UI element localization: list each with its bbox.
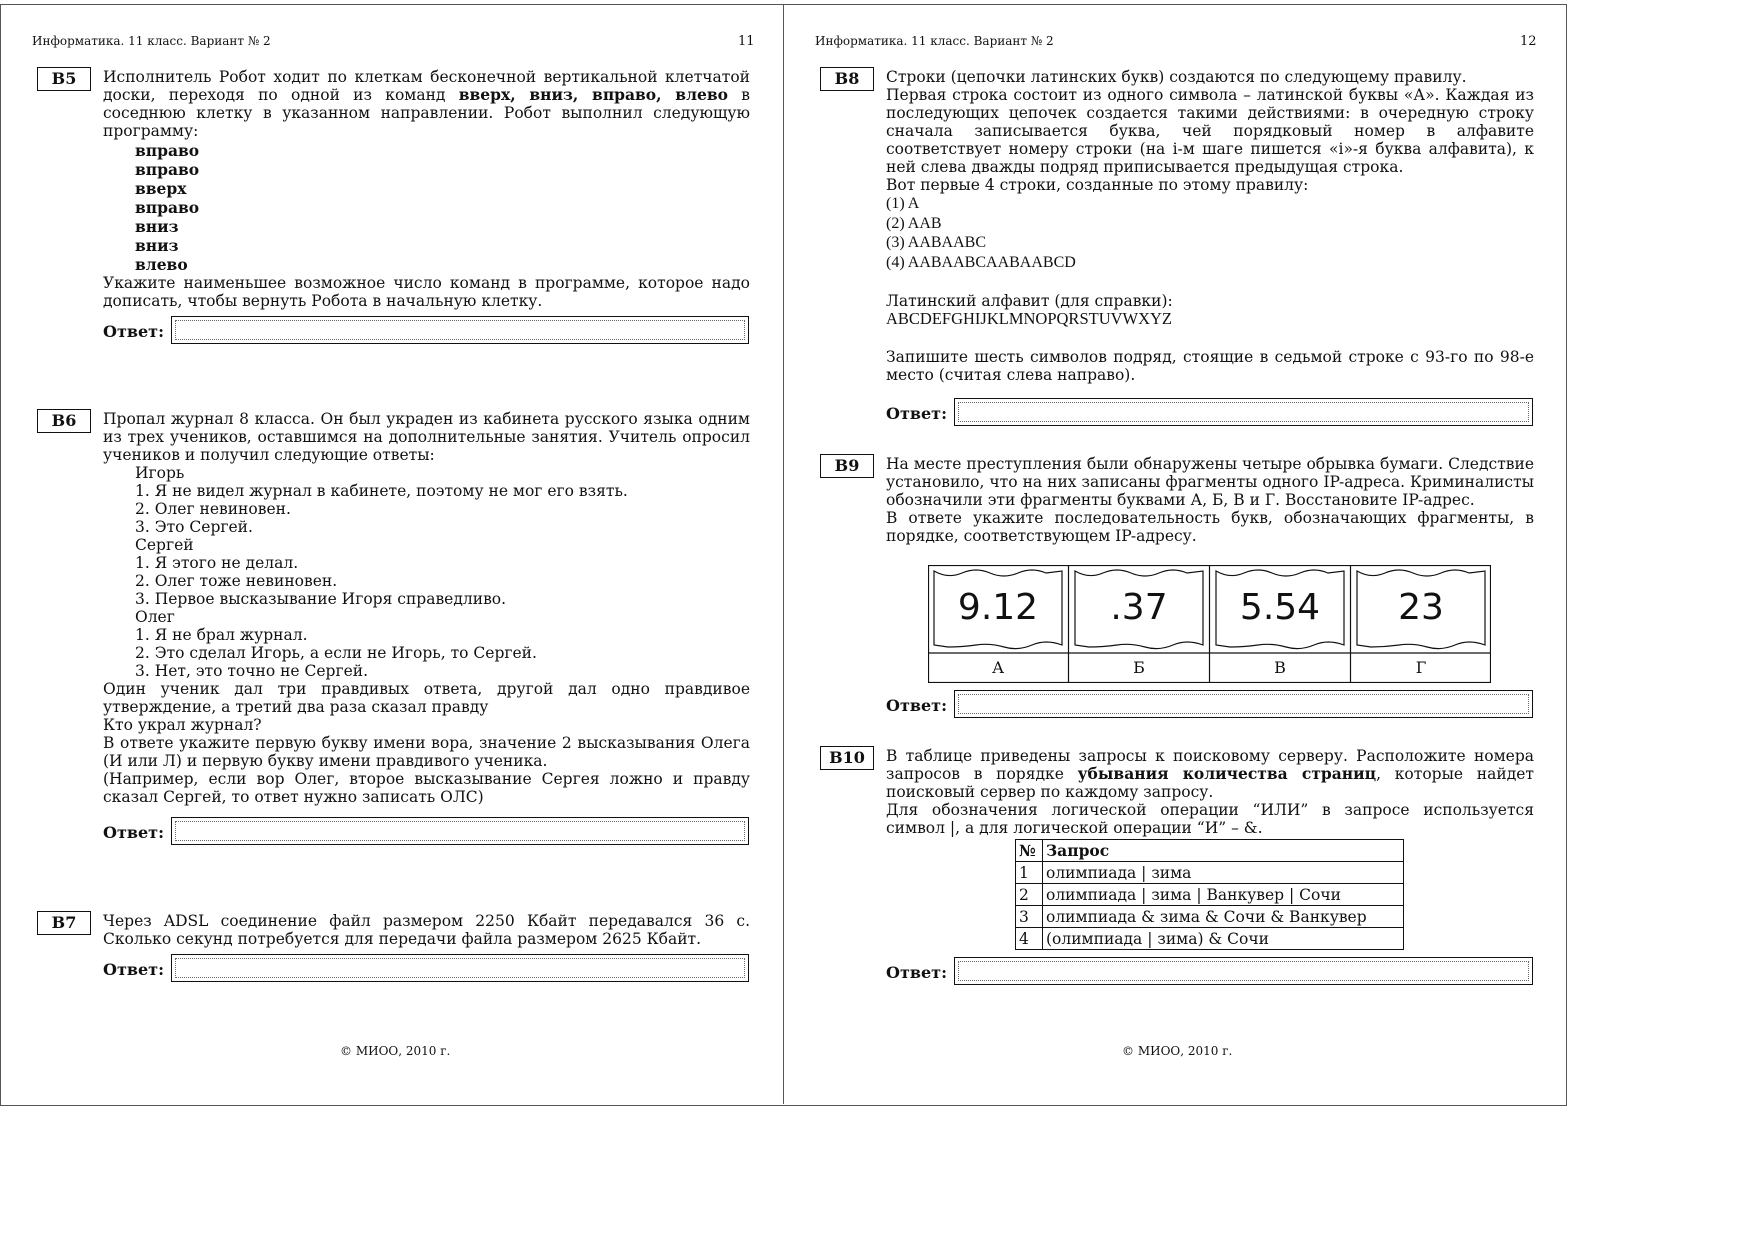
answer-label: Ответ:: [886, 963, 947, 982]
task-b10-text: В таблице приведены запросы к поисковому серверу. Расположите номера запросов в порядке убывания количества страниц, которые найдет поисковый сервер по каждому запросу. Для обозначения логической операции “ИЛИ” в запросе используется символ |, а для логической операции “И” – &.: [886, 747, 1534, 837]
fragment-v-letter: В: [1274, 658, 1286, 677]
answer-field-b7[interactable]: [171, 954, 749, 982]
string-rows: (1) A (2) AAB (3) AABAABC (4) AABAABCAABAABCD: [886, 195, 1076, 271]
answer-label: Ответ:: [886, 404, 947, 423]
answer-field-b8[interactable]: [954, 398, 1533, 426]
answer-label: Ответ:: [103, 960, 164, 979]
page-header: Информатика. 11 класс. Вариант № 2: [32, 34, 271, 48]
task-b8-text: Строки (цепочки латинских букв) создаются по следующему правилу. Первая строка состоит из одного символа – латинской буквы «А». Каждая из последующих цепочек создается такими действиями: в очередную строку сначала записывается буква, чей порядковый номер в алфавите соответствует номеру строки (на i-м шаге пишется «i»-я буква алфавита), к ней слева дважды подряд приписывается предыдущая строка. Вот первые 4 строки, созданные по этому правилу: (1) A (2) AAB (3) AABAABC (4) AABAABCAABAABCD Латинский алфавит (для справки): ABCDEFGHIJKLMNOPQRSTUVWXYZ Запишите шесть символов подряд, стоящие в седьмой строке с 93-го по 98-е место (считая слева направо).: [886, 68, 1534, 384]
task-tag-b10: B10: [820, 746, 874, 770]
testimony-list: Игорь 1. Я не видел журнал в кабинете, поэтому не мог его взять. 2. Олег невиновен. 3. Это Сергей. Сергей 1. Я этого не делал. 2. Олег тоже невиновен. 3. Первое высказывание Игоря справедливо. Олег 1. Я не брал журнал. 2. Это сделал Игорь, а если не Игорь, то Сергей. 3. Нет, это точно не Сергей.: [135, 464, 628, 680]
task-b9-text: На месте преступления были обнаружены четыре обрывка бумаги. Следствие установило, что на них записаны фрагменты одного IP-адреса. Криминалисты обозначили эти фрагменты буквами А, Б, В и Г. Восстановите IP-адрес. В ответе укажите последовательность букв, обозначающих фрагменты, в порядке, соответствующем IP-адресу.: [886, 455, 1534, 545]
page-footer: © МИОО, 2010 г.: [340, 1044, 451, 1058]
fragment-a-letter: А: [991, 658, 1005, 677]
task-tag-b9: B9: [820, 454, 874, 478]
answer-field-b6[interactable]: [171, 817, 749, 845]
fragment-g-value: 23: [1398, 587, 1444, 628]
table-row: 3 олимпиада & зима & Сочи & Ванкувер: [1016, 906, 1404, 928]
answer-field-b5[interactable]: [171, 316, 749, 344]
command-list: вправо вправо вверх вправо вниз вниз влево: [135, 141, 200, 274]
task-b5-text: Исполнитель Робот ходит по клеткам бесконечной вертикальной клетчатой доски, переходя по одной из команд вверх, вниз, вправо, влево в соседнюю клетку в указанном направлении. Робот выполнил следующую программу: вправо вправо вверх вправо вниз вниз влево Укажите наименьшее возможное число команд в программе, которое надо дописать, чтобы вернуть Робота в начальную клетку.: [103, 68, 751, 310]
task-tag-b6: B6: [37, 409, 91, 433]
table-row: 2 олимпиада | зима | Ванкувер | Сочи: [1016, 884, 1404, 906]
page-footer: © МИОО, 2010 г.: [1122, 1044, 1233, 1058]
right-page: [784, 0, 1568, 1108]
left-page: [0, 0, 783, 1108]
answer-label: Ответ:: [886, 696, 947, 715]
ip-fragments-table: [928, 565, 1491, 683]
queries-table: [1015, 839, 1404, 950]
table-row: 1 олимпиада | зима: [1016, 862, 1404, 884]
answer-label: Ответ:: [103, 322, 164, 341]
page-header: Информатика. 11 класс. Вариант № 2: [815, 34, 1054, 48]
task-tag-b5: B5: [37, 67, 91, 91]
fragment-g-letter: Г: [1415, 658, 1427, 677]
fragment-b-value: .37: [1110, 587, 1168, 628]
task-tag-b7: B7: [37, 911, 91, 935]
fragment-b-letter: Б: [1133, 658, 1145, 677]
page-number: 11: [738, 34, 755, 49]
answer-field-b10[interactable]: [954, 957, 1533, 985]
page-number: 12: [1520, 34, 1537, 49]
task-b6-text: Пропал журнал 8 класса. Он был украден из кабинета русского языка одним из трех учеников, оставшимся на дополнительные занятия. Учитель опросил учеников и получил следующие ответы: Игорь 1. Я не видел журнал в кабинете, поэтому не мог его взять. 2. Олег невиновен. 3. Это Сергей. Сергей 1. Я этого не делал. 2. Олег тоже невиновен. 3. Первое высказывание Игоря справедливо. Олег 1. Я не брал журнал. 2. Это сделал Игорь, а если не Игорь, то Сергей. 3. Нет, это точно не Сергей. Один ученик дал три правдивых ответа, другой дал одно правдивое утверждение, а третий два раза сказал правду Кто украл журнал? В ответе укажите первую букву имени вора, значение 2 высказывания Олега (И или Л) и первую букву имени правдивого ученика. (Например, если вор Олег, второе высказывание Сергея ложно и правду сказал Сергей, то ответ нужно записать ОЛС): [103, 410, 750, 806]
fragment-v-value: 5.54: [1239, 587, 1321, 628]
latin-alphabet: ABCDEFGHIJKLMNOPQRSTUVWXYZ: [886, 309, 1173, 328]
answer-label: Ответ:: [103, 823, 164, 842]
table-header-row: № Запрос: [1016, 840, 1404, 862]
task-tag-b8: B8: [820, 67, 874, 91]
fragment-a-value: 9.12: [957, 587, 1039, 628]
answer-field-b9[interactable]: [954, 690, 1533, 718]
task-b7-text: Через ADSL соединение файл размером 2250 Кбайт передавался 36 с. Сколько секунд потребуется для передачи файла размером 2625 Кбайт.: [103, 912, 750, 948]
table-row: 4 (олимпиада | зима) & Сочи: [1016, 928, 1404, 950]
